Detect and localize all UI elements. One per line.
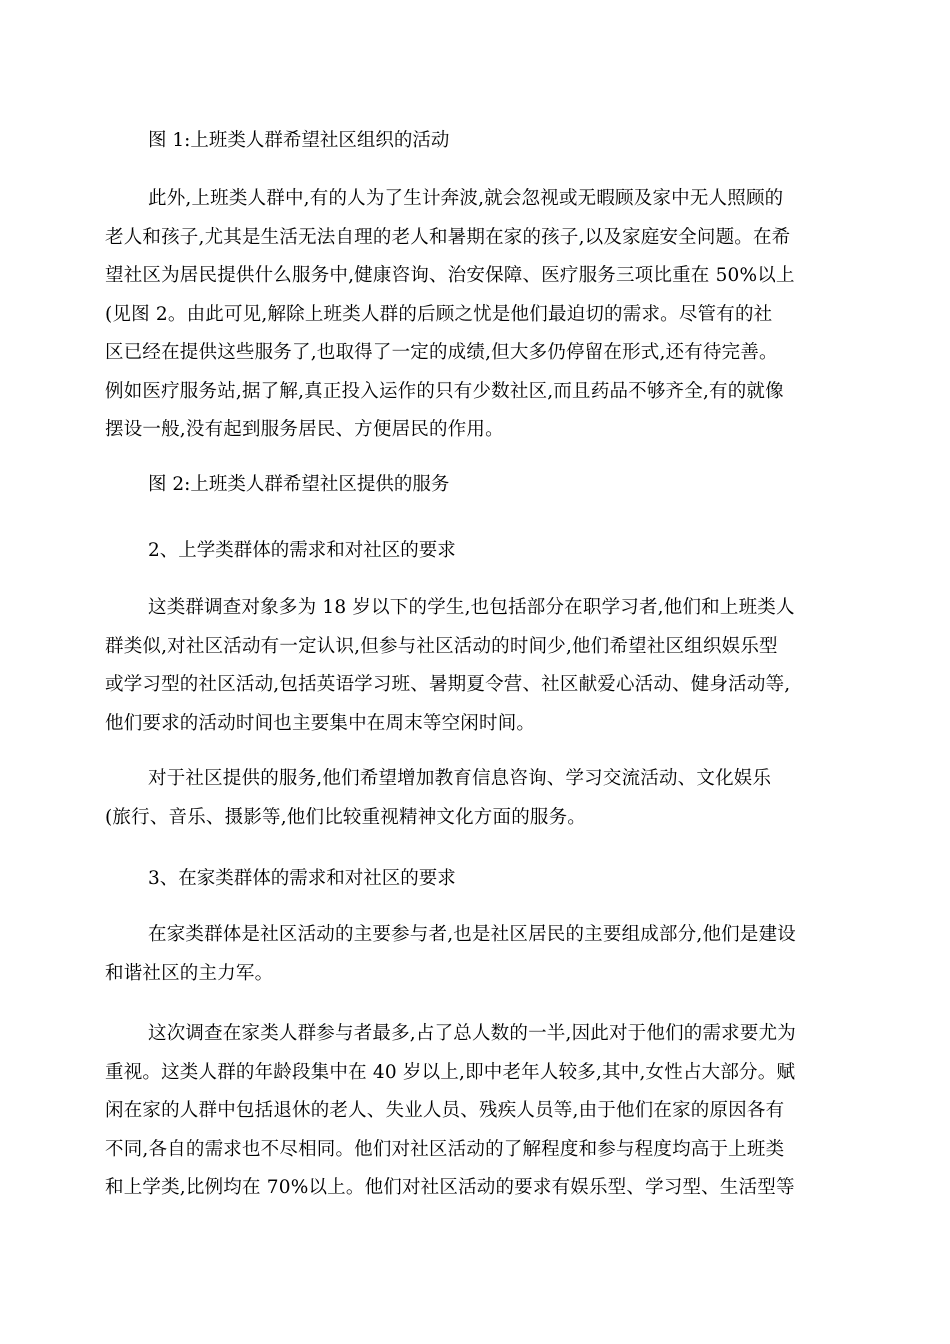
- paragraph-line: 例如医疗服务站,据了解,真正投入运作的只有少数社区,而且药品不够齐全,有的就像: [105, 380, 784, 402]
- paragraph-line: 对于社区提供的服务,他们希望增加教育信息咨询、学习交流活动、文化娱乐: [148, 768, 772, 789]
- paragraph-line: 不同,各自的需求也不尽相同。他们对社区活动的了解程度和参与程度均高于上班类: [105, 1138, 785, 1160]
- paragraph-1: [105, 180, 845, 450]
- paragraph-line: 老人和孩子,尤其是生活无法自理的老人和暑期在家的孩子,以及家庭安全问题。在希: [105, 226, 791, 248]
- paragraph-line: 这类群调查对象多为 18 岁以下的学生,也包括部分在职学习者,他们和上班类人: [148, 597, 795, 618]
- paragraph-line: 闲在家的人群中包括退休的老人、失业人员、残疾人员等,由于他们在家的原因各有: [105, 1100, 785, 1121]
- paragraph-line: 这次调查在家类人群参与者最多,占了总人数的一半,因此对于他们的需求要尤为: [148, 1023, 796, 1044]
- paragraph-line: 望社区为居民提供什么服务中,健康咨询、治安保障、医疗服务三项比重在 50%以上: [105, 265, 795, 286]
- paragraph-line: 和上学类,比例均在 70%以上。他们对社区活动的要求有娱乐型、学习型、生活型等: [105, 1177, 795, 1198]
- paragraph-line: 群类似,对社区活动有一定认识,但参与社区活动的时间少,他们希望社区组织娱乐型: [105, 635, 778, 657]
- section-heading-2: 2、上学类群体的需求和对社区的要求: [148, 540, 456, 561]
- paragraph-line: 重视。这类人群的年龄段集中在 40 岁以上,即中老年人较多,其中,女性占大部分。赋: [105, 1061, 796, 1083]
- figure-2-caption: 图 2:上班类人群希望社区提供的服务: [148, 474, 450, 495]
- paragraph-line: 区已经在提供这些服务了,也取得了一定的成绩,但大多仍停留在形式,还有待完善。: [105, 342, 778, 363]
- paragraph-line: 或学习型的社区活动,包括英语学习班、暑期夏令营、社区献爱心活动、健身活动等,: [105, 674, 791, 695]
- paragraph-2: [105, 589, 845, 743]
- figure-1-caption: 图 1:上班类人群希望社区组织的活动: [148, 130, 450, 151]
- paragraph-line: 摆设一般,没有起到服务居民、方便居民的作用。: [105, 419, 504, 440]
- paragraph-line: 和谐社区的主力军。: [105, 962, 274, 984]
- paragraph-line: (旅行、音乐、摄影等,他们比较重视精神文化方面的服务。: [105, 806, 587, 828]
- paragraph-4: [105, 916, 845, 993]
- section-heading-3: 3、在家类群体的需求和对社区的要求: [148, 868, 456, 889]
- paragraph-5: [105, 1015, 845, 1208]
- paragraph-line: 他们要求的活动时间也主要集中在周末等空闲时间。: [105, 712, 536, 734]
- paragraph-line: 在家类群体是社区活动的主要参与者,也是社区居民的主要组成部分,他们是建设: [148, 924, 796, 945]
- paragraph-line: 此外,上班类人群中,有的人为了生计奔波,就会忽视或无暇顾及家中无人照顾的: [148, 188, 784, 209]
- paragraph-3: [105, 760, 845, 837]
- paragraph-line: (见图 2。由此可见,解除上班类人群的后顾之忧是他们最迫切的需求。尽管有的社: [105, 303, 773, 325]
